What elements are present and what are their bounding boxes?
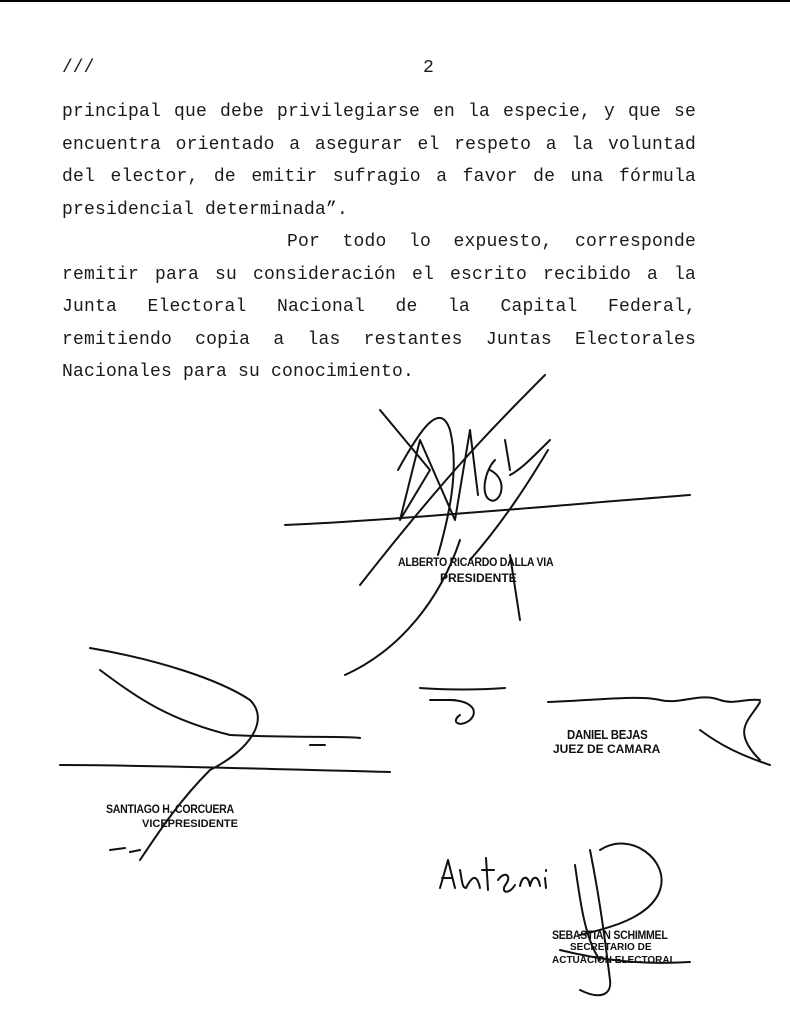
body-line: Nacionales para su conocimiento. xyxy=(62,362,415,382)
vicepresident-name: SANTIAGO H. CORCUERA xyxy=(106,802,234,816)
body-line: Por todo lo expuesto, corresponde xyxy=(287,232,696,252)
president-name: ALBERTO RICARDO DALLA VIA xyxy=(398,555,554,569)
body-line: presidencial determinada”. xyxy=(62,199,349,220)
judge-title: JUEZ DE CAMARA xyxy=(553,742,661,756)
secretary-signature xyxy=(440,844,690,996)
continuation-marker: /// xyxy=(62,58,95,78)
body-line: encuentra orientado a asegurar el respeto a la voluntad xyxy=(62,134,696,155)
body-line: principal que debe privilegiarse en la especie, y que se xyxy=(62,102,696,122)
body-line: Junta Electoral Nacional de la Capital Federal, xyxy=(62,297,696,317)
page-number: 2 xyxy=(423,58,434,78)
president-title: PRESIDENTE xyxy=(440,571,517,585)
secretary-title-line2: ACTUACION ELECTORAL xyxy=(552,955,676,966)
secretary-title-line1: SECRETARIO DE xyxy=(570,942,652,953)
president-signature xyxy=(285,375,690,675)
body-line: remitir para su consideración el escrito recibido a la xyxy=(62,264,696,285)
body-line: remitiendo copia a las restantes Juntas Electorales xyxy=(62,329,696,350)
judge-name: DANIEL BEJAS xyxy=(567,727,648,742)
vicepresident-title: VICEPRESIDENTE xyxy=(142,818,238,830)
secretary-name: SEBASTIAN SCHIMMEL xyxy=(552,928,668,942)
body-line: del elector, de emitir sufragio a favor de una fórmula xyxy=(62,167,696,187)
